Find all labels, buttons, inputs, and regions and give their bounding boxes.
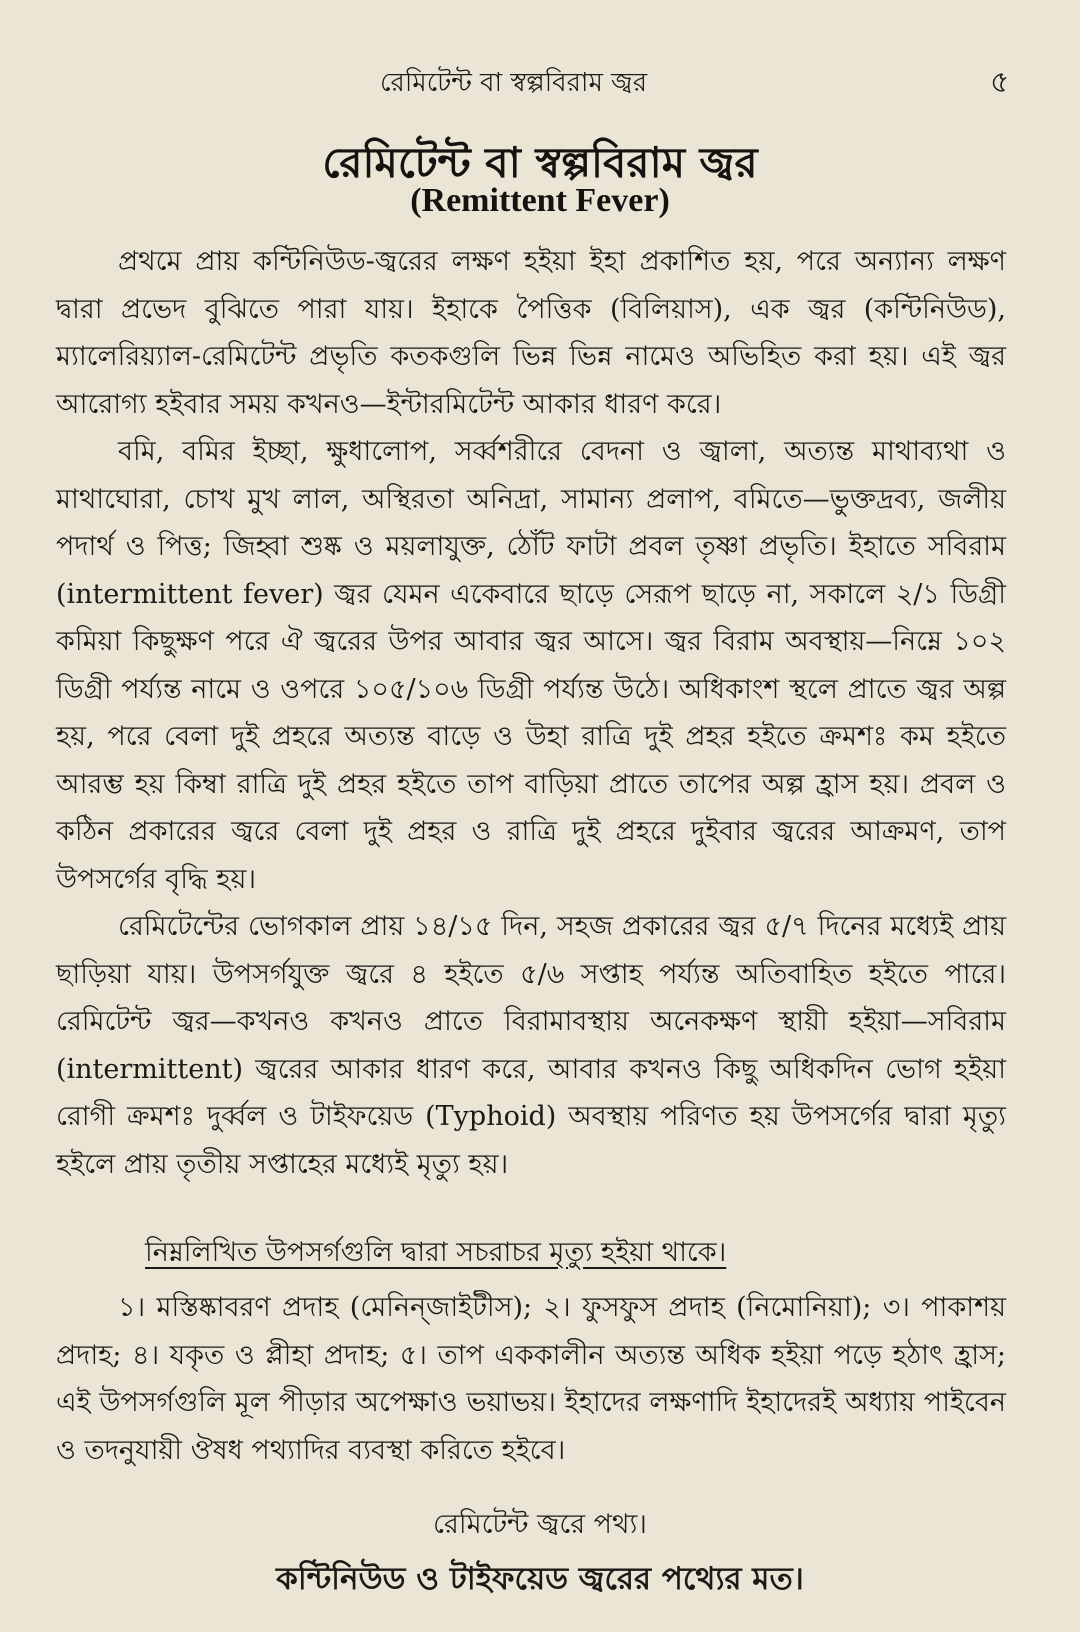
paragraph-symptoms: বমি, বমির ইচ্ছা, ক্ষুধালোপ, সর্ব্বশরীরে বেদনা ও জ্বালা, অত্যন্ত মাথাব্যথা ও মাথাঘোরা, চোখ মুখ লাল, অস্থিরতা অনিদ্রা, সামান্য প্রলাপ, বমিতে—ভুক্তদ্রব্য, জলীয় পদার্থ ও পিত্ত; জিহ্বা শুষ্ক ও ময়লাযুক্ত, ঠোঁট ফাটা প্রবল তৃষ্ণা প্রভৃতি। ইহাতে সবিরাম (intermittent fever) জ্বর যেমন একেবারে ছাড়ে সেরূপ ছাড়ে না, সকালে ২/১ ডিগ্রী কমিয়া কিছুক্ষণ পরে ঐ জ্বরের উপর আবার জ্বর আসে। জ্বর বিরাম অবস্থায়—নিম্নে ১০২ ডিগ্রী পর্য্যন্ত নামে ও ওপরে ১০৫/১০৬ ডিগ্রী পর্য্যন্ত উঠে। অধিকাংশ স্থলে প্রাতে জ্বর অল্প হয়, পরে বেলা দুই প্রহরে অত্যন্ত বাড়ে ও উহা রাত্রি দুই প্রহর হইতে ক্রমশঃ কম হইতে আরম্ভ হয় কিম্বা রাত্রি দুই প্রহর হইতে তাপ বাড়িয়া প্রাতে তাপের অল্প হ্রাস হয়। প্রবল ও কঠিন প্রকারের জ্বরে বেলা দুই প্রহর ও রাত্রি দুই প্রহরে দুইবার জ্বরের আক্রমণ, তাপ উপসর্গের বৃদ্ধি হয়। <box>56 436 1006 895</box>
body-text <box>56 238 1006 1188</box>
diet-heading: রেমিটেন্ট জ্বরে পথ্য। <box>433 1509 647 1540</box>
paragraph-duration: রেমিটেন্টের ভোগকাল প্রায় ১৪/১৫ দিন, সহজ প্রকারের জ্বর ৫/৭ দিনের মধ্যেই প্রায় ছাড়িয়া যায়। উপসর্গযুক্ত জ্বরে ৪ হইতে ৫/৬ সপ্তাহ পর্য্যন্ত অতিবাহিত হইতে পারে। রেমিটেন্ট জ্বর—কখনও কখনও প্রাতে বিরামাবস্থায় অনেকক্ষণ স্থায়ী হইয়া—সবিরাম (intermittent) জ্বরের আকার ধারণ করে, আবার কখনও কিছু অধিকদিন ভোগ হইয়া রোগী ক্রমশঃ দুর্ব্বল ও টাইফয়েড (Typhoid) অবস্থায় পরিণত হয় উপসর্গের দ্বারা মৃত্যু হইলে প্রায় তৃতীয় সপ্তাহের মধ্যেই মৃত্যু হয়। <box>56 911 1006 1180</box>
chapter-subtitle: (Remittent Fever) <box>410 182 670 219</box>
paragraph-intro: প্রথমে প্রায় কন্টিনিউড-জ্বরের লক্ষণ হইয়া ইহা প্রকাশিত হয়, পরে অন্যান্য লক্ষণ দ্বারা প্রভেদ বুঝিতে পারা যায়। ইহাকে পৈত্তিক (বিলিয়াস), এক জ্বর (কন্টিনিউড), ম্যালেরিয়্যাল-রেমিটেন্ট প্রভৃতি কতকগুলি ভিন্ন ভিন্ন নামেও অভিহিত করা হয়। এই জ্বর আরোগ্য হইবার সময় কখনও—ইন্টারমিটেন্ট আকার ধারণ করে। <box>56 246 1006 420</box>
running-header: রেমিটেন্ট বা স্বল্পবিরাম জ্বর <box>380 68 648 98</box>
complications-heading: নিম্নলিখিত উপসর্গগুলি দ্বারা সচরাচর মৃত্যু হইয়া থাকে। <box>145 1237 727 1268</box>
chapter-title: রেমিটেন্ট বা স্বল্পবিরাম জ্বর <box>322 138 758 187</box>
page-number: ৫ <box>990 65 1010 100</box>
complications-list: ১। মস্তিষ্কাবরণ প্রদাহ (মেনিন্‌জাইটীস); ২। ফুসফুস প্রদাহ (নিমোনিয়া); ৩। পাকাশয় প্রদাহ; ৪। যকৃত ও প্লীহা প্রদাহ; ৫। তাপ এককালীন অত্যন্ত অধিক হইয়া পড়ে হঠাৎ হ্রাস; এই উপসর্গগুলি মূল পীড়ার অপেক্ষাও ভয়াভয়। ইহাদের লক্ষণাদি ইহাদেরই অধ্যায় পাইবেন ও তদনুযায়ী ঔষধ পথ্যাদির ব্যবস্থা করিতে হইবে। <box>56 1292 1006 1466</box>
diet-text: কন্টিনিউড ও টাইফয়েড জ্বরের পথ্যের মত। <box>276 1561 804 1597</box>
complications-section <box>56 1284 1006 1474</box>
